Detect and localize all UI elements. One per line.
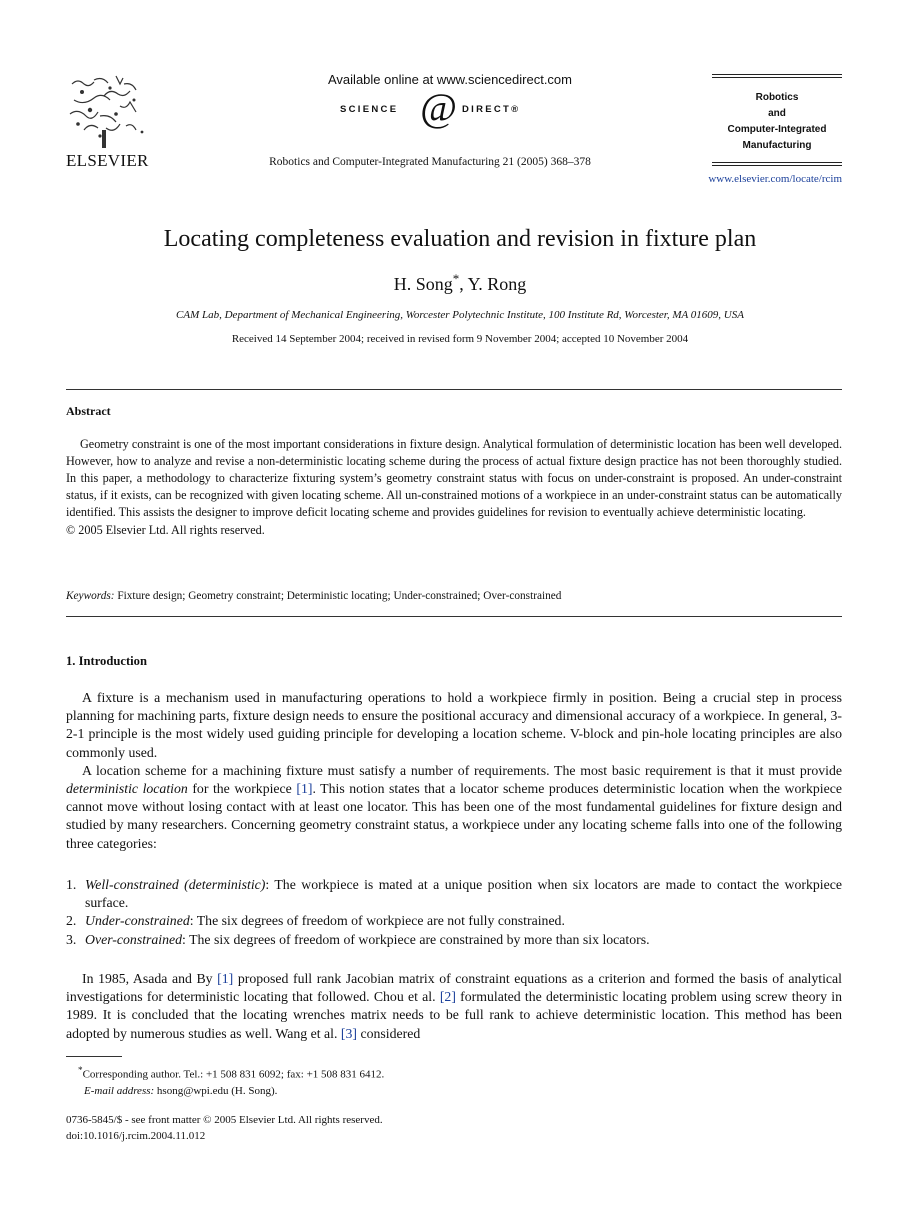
journal-title-line: and: [768, 108, 786, 119]
reference-link[interactable]: [1]: [217, 971, 234, 986]
list-term: Over-constrained: [85, 931, 183, 947]
list-term: Under-constrained: [85, 913, 190, 929]
journal-title-box: [712, 74, 842, 166]
keywords-text: Fixture design; Geometry constraint; Deterministic locating; Under-constrained; Over-constrained: [114, 590, 562, 602]
footnote-divider: [66, 1056, 122, 1057]
author-name: Y. Rong: [467, 274, 527, 294]
journal-title-line: Manufacturing: [742, 140, 812, 151]
elsevier-tree-logo-icon: [64, 70, 156, 150]
front-matter-footer: [66, 1112, 842, 1144]
text-span: In 1985, Asada and By: [82, 971, 218, 986]
author-line: [40, 271, 880, 295]
text-span: . This notion states that a locator scheme produces deterministic location when the workpiece cannot move without losing contact with at least one locator. This has been one of the most fundamental guidelines for fixture design and studied by many researchers. Concerning geometry constraint status, a workpiece under any locating scheme falls into one of the following three categories:: [66, 781, 842, 851]
list-text: : The six degrees of freedom of workpiece are constrained by more than six locators.: [182, 931, 650, 947]
list-item: [66, 876, 842, 912]
sciencedirect-science-word: SCIENCE: [340, 104, 399, 115]
intro-paragraph-1: A fixture is a mechanism used in manufacturing operations to hold a workpiece firmly in position. Being a crucial step in process planning for machining parts, fixture design needs to ensure the positional accuracy and dimensional accuracy of a workpiece. In general, 3-2-1 principle is the most widely used guiding principle for developing a location scheme. V-block and pin-hole locating principles are also commonly used.: [66, 690, 842, 760]
list-text: : The workpiece is mated at a unique position when six locators are made to contact the workpiece surface.: [85, 877, 842, 911]
corresponding-mark-link[interactable]: *: [452, 271, 460, 286]
footnote-mark: *: [78, 1065, 83, 1075]
corresponding-footnote: [66, 1062, 842, 1099]
text-span: formulated the deterministic locating problem using screw theory in 1989. It is concluded that the locating wrenches matrix needs to be full rank to achieve deterministic location. This method has been adopted by numerous studies as well. Wang et al.: [66, 989, 842, 1041]
article-title: Locating completeness evaluation and revision in fixture plan: [163, 226, 757, 252]
author-name: H. Song: [393, 274, 453, 294]
article-dates: Received 14 September 2004; received in revised form 9 November 2004; accepted 10 November 2004: [231, 333, 689, 345]
text-span: considered: [357, 1025, 421, 1041]
keywords: [66, 590, 842, 602]
journal-citation: Robotics and Computer-Integrated Manufacturing 21 (2005) 368–378: [269, 156, 591, 168]
affiliation: CAM Lab, Department of Mechanical Engineering, Worcester Polytechnic Institute, 100 Institute Rd, Worcester, MA 01609, USA: [176, 309, 744, 321]
footnote-text: Corresponding author. Tel.: +1 508 831 6092; fax: +1 508 831 6412.: [82, 1068, 385, 1081]
list-item: [66, 912, 842, 930]
abstract-heading: Abstract: [66, 404, 111, 418]
sciencedirect-logo: [340, 85, 560, 132]
intro-paragraphs: [66, 689, 842, 853]
email-address: hsong@wpi.edu (H. Song).: [154, 1084, 278, 1097]
reference-link[interactable]: [3]: [340, 1025, 357, 1041]
text-span: for the workpiece: [187, 781, 297, 797]
sciencedirect-at-icon: @: [420, 85, 457, 130]
journal-title-line: Computer-Integrated: [727, 124, 827, 135]
divider: [66, 389, 842, 390]
text-span: proposed full rank Jacobian matrix of constraint equations as a criterion and formed the basis of analytical investigations for deterministic locating that followed. Chou et al.: [66, 971, 842, 1005]
journal-title-line: Robotics: [755, 92, 799, 103]
list-text: : The six degrees of freedom of workpiece are not fully constrained.: [189, 913, 565, 929]
list-number: 1.: [66, 877, 77, 892]
reference-link[interactable]: [1]: [296, 781, 313, 797]
journal-url-link[interactable]: www.elsevier.com/locate/rcim: [708, 173, 842, 185]
list-number: 3.: [66, 931, 77, 947]
section-heading: 1. Introduction: [66, 654, 147, 668]
list-number: 2.: [66, 913, 77, 929]
sciencedirect-direct-word: DIRECT®: [462, 104, 521, 115]
copyright-line: © 2005 Elsevier Ltd. All rights reserved.: [66, 523, 265, 537]
issn-line: 0736-5845/$ - see front matter © 2005 Elsevier Ltd. All rights reserved.: [66, 1114, 383, 1126]
available-online-text: Available online at www.sciencedirect.com: [328, 72, 572, 87]
text-span: A location scheme for a machining fixture must satisfy a number of requirements. The most basic requirement is that it must provide: [82, 762, 842, 778]
reference-link[interactable]: [2]: [439, 989, 456, 1005]
divider: [66, 616, 842, 617]
email-label: E-mail address:: [84, 1084, 155, 1097]
journal-title-lines: [712, 90, 842, 154]
abstract-body: [66, 436, 842, 539]
abstract-text: Geometry constraint is one of the most important considerations in fixture design. Analytical formulation of deterministic location has been well developed. However, how to analyze and revise a non-deterministic locating scheme during the process of actual fixture design practice has not been thoroughly studied. In this paper, a methodology to characterize fixturing system’s geometry constraint status with focus on under-constraint is proposed. An under-constraint status, if it exists, can be recognized with given locating scheme. All un-constrained motions of a workpiece in an under-constraint status can be automatically identified. This assists the designer to improve deficit locating scheme and provides guidelines for revision to eventually achieve deterministic locating.: [66, 437, 842, 519]
intro-paragraph-3: [66, 970, 842, 1043]
list-item: [66, 931, 842, 949]
intro-paragraph-2: [66, 762, 842, 853]
keywords-label: Keywords:: [66, 590, 115, 602]
author-separator: ,: [459, 274, 468, 294]
doi-line: doi:10.1016/j.rcim.2004.11.012: [66, 1130, 206, 1142]
list-term: Well-constrained (deterministic): [85, 877, 266, 892]
emphasis-term: deterministic location: [66, 781, 188, 797]
publisher-name: ELSEVIER: [66, 151, 149, 170]
category-list: [66, 876, 842, 949]
